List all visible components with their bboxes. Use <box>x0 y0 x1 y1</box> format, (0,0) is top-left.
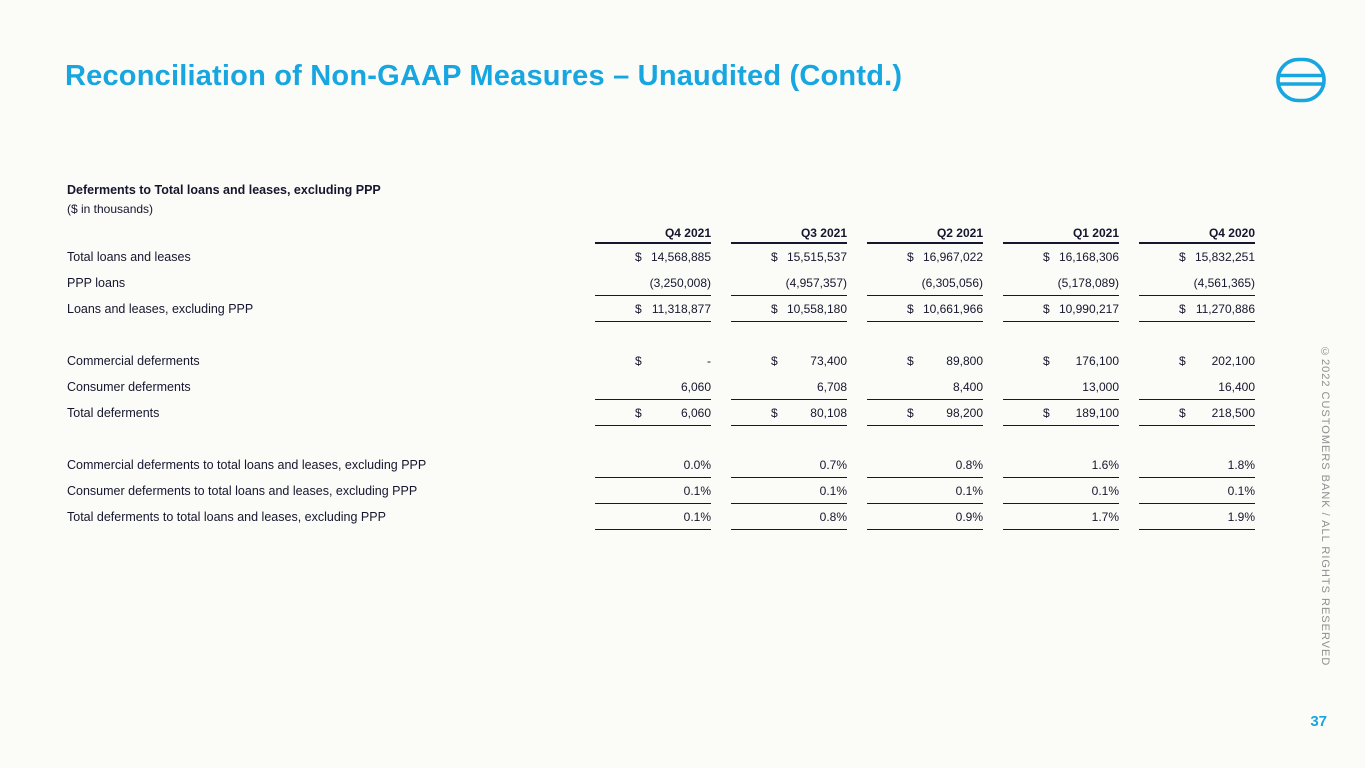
dollar-sign: $ <box>635 301 642 316</box>
dollar-sign: $ <box>1179 354 1186 368</box>
table-cell <box>847 452 983 478</box>
row-label: Consumer deferments <box>67 380 191 394</box>
table-cell <box>711 374 847 400</box>
row-label: Commercial deferments <box>67 354 200 368</box>
table-header-cell <box>711 224 847 244</box>
table-cell <box>575 400 711 426</box>
spacer-row <box>67 426 1255 452</box>
dollar-sign: $ <box>907 405 914 420</box>
table-cell <box>1119 270 1255 296</box>
cell-value: 16,168,306 <box>1058 250 1119 264</box>
cell-value: 98,200 <box>946 405 983 420</box>
table-cell <box>575 452 711 478</box>
table-cell <box>1119 244 1255 270</box>
table-cell <box>711 270 847 296</box>
table-header-cell <box>983 224 1119 244</box>
table-cell <box>983 452 1119 478</box>
table-header-cell <box>1119 224 1255 244</box>
dollar-sign: $ <box>1043 250 1050 264</box>
table-cell <box>1119 400 1255 426</box>
cell-value: 0.1% <box>1227 483 1255 498</box>
dollar-sign: $ <box>635 354 642 368</box>
cell-value: (3,250,008) <box>649 275 711 290</box>
cell-value: 10,661,966 <box>922 301 983 316</box>
cell-value: 218,500 <box>1211 405 1255 420</box>
cell-value: 10,990,217 <box>1058 301 1119 316</box>
cell-value: (4,957,357) <box>785 275 847 290</box>
cell-value: 16,967,022 <box>922 250 983 264</box>
slide-header <box>65 54 1328 104</box>
dollar-sign: $ <box>771 301 778 316</box>
cell-value: 0.0% <box>683 457 711 472</box>
table-cell <box>575 348 711 374</box>
cell-value: (6,305,056) <box>921 275 983 290</box>
table-row <box>67 400 1255 426</box>
table-row <box>67 348 1255 374</box>
cell-value: 89,800 <box>946 354 983 368</box>
header-spacer <box>67 224 575 244</box>
table-row <box>67 296 1255 322</box>
column-header: Q4 2020 <box>1208 226 1255 240</box>
cell-value: 1.6% <box>1091 457 1119 472</box>
table-cell <box>1119 374 1255 400</box>
table-row <box>67 478 1255 504</box>
cell-value: 6,060 <box>680 405 711 420</box>
column-header: Q3 2021 <box>800 226 847 240</box>
row-label: PPP loans <box>67 276 126 290</box>
table-row <box>67 244 1255 270</box>
table-cell <box>575 270 711 296</box>
table-cell <box>983 374 1119 400</box>
table-row <box>67 374 1255 400</box>
table-cell <box>1119 452 1255 478</box>
dollar-sign: $ <box>635 250 642 264</box>
cell-value: 0.7% <box>819 457 847 472</box>
table-cell <box>575 374 711 400</box>
table-cell <box>847 374 983 400</box>
cell-value: 1.9% <box>1227 509 1255 524</box>
cell-value: (4,561,365) <box>1193 275 1255 290</box>
cell-value: 0.9% <box>955 509 983 524</box>
table-cell <box>847 296 983 322</box>
cell-value: 8,400 <box>952 379 983 394</box>
table-cell <box>1119 348 1255 374</box>
table-cell <box>983 504 1119 530</box>
dollar-sign: $ <box>1179 301 1186 316</box>
cell-value: 0.1% <box>819 483 847 498</box>
dollar-sign: $ <box>907 354 914 368</box>
table-cell <box>983 348 1119 374</box>
table-cell <box>575 296 711 322</box>
table-heading: Deferments to Total loans and leases, excluding PPP <box>67 183 381 197</box>
row-label: Total deferments <box>67 406 160 420</box>
dollar-sign: $ <box>771 405 778 420</box>
table-cell <box>1119 478 1255 504</box>
table-cell <box>575 504 711 530</box>
table-subheading: ($ in thousands) <box>67 202 154 216</box>
page-number: 37 <box>1310 713 1327 730</box>
column-header: Q2 2021 <box>936 226 983 240</box>
dollar-sign: $ <box>1179 405 1186 420</box>
table-cell <box>847 244 983 270</box>
cell-value: 73,400 <box>810 354 847 368</box>
table-cell <box>1119 504 1255 530</box>
cell-value: 0.8% <box>819 509 847 524</box>
table-cell <box>983 296 1119 322</box>
table-cell <box>1119 296 1255 322</box>
spacer-row <box>67 322 1255 348</box>
cell-value: 6,708 <box>816 379 847 394</box>
table-cell <box>847 348 983 374</box>
table-cell <box>983 400 1119 426</box>
cell-value: 1.7% <box>1091 509 1119 524</box>
dollar-sign: $ <box>771 354 778 368</box>
row-label: Loans and leases, excluding PPP <box>67 302 254 316</box>
cell-value: 0.1% <box>683 483 711 498</box>
cell-value: 176,100 <box>1075 354 1119 368</box>
dollar-sign: $ <box>1043 301 1050 316</box>
dollar-sign: $ <box>1043 354 1050 368</box>
financial-table <box>67 224 1255 530</box>
table-cell <box>575 478 711 504</box>
reconciliation-table-block <box>67 183 1255 530</box>
dollar-sign: $ <box>1179 250 1186 264</box>
table-cell <box>847 478 983 504</box>
cell-value: 6,060 <box>680 379 711 394</box>
table-cell <box>711 296 847 322</box>
page-title: Reconciliation of Non-GAAP Measures – Unaudited (Contd.) <box>65 60 903 92</box>
dollar-sign: $ <box>771 250 778 264</box>
dollar-sign: $ <box>1043 405 1050 420</box>
table-header-cell <box>575 224 711 244</box>
cell-value: 16,400 <box>1218 379 1255 394</box>
cell-value: 14,568,885 <box>650 250 711 264</box>
table-cell <box>575 244 711 270</box>
cell-value: 13,000 <box>1082 379 1119 394</box>
table-cell <box>983 270 1119 296</box>
row-label: Consumer deferments to total loans and leases, excluding PPP <box>67 484 418 498</box>
cell-value: 1.8% <box>1227 457 1255 472</box>
table-row <box>67 504 1255 530</box>
table-cell <box>711 478 847 504</box>
row-label: Total loans and leases <box>67 250 191 264</box>
customers-bank-logo-icon <box>1274 56 1328 104</box>
cell-value: 189,100 <box>1075 405 1119 420</box>
cell-value: 15,832,251 <box>1194 250 1255 264</box>
table-cell <box>983 244 1119 270</box>
table-header-cell <box>847 224 983 244</box>
cell-value: 10,558,180 <box>786 301 847 316</box>
dollar-sign: $ <box>635 405 642 420</box>
row-label: Commercial deferments to total loans and leases, excluding PPP <box>67 458 427 472</box>
table-row <box>67 270 1255 296</box>
cell-value: 11,270,886 <box>1195 301 1255 316</box>
dollar-sign: $ <box>907 250 914 264</box>
row-label: Total deferments to total loans and leases, excluding PPP <box>67 510 386 524</box>
table-cell <box>847 504 983 530</box>
table-cell <box>847 270 983 296</box>
table-cell <box>711 400 847 426</box>
copyright-vertical-text: ©2022 CUSTOMERS BANK / ALL RIGHTS RESERVED <box>1319 346 1331 667</box>
table-cell <box>711 244 847 270</box>
cell-value: - <box>707 354 711 368</box>
table-cell <box>983 478 1119 504</box>
column-header: Q4 2021 <box>664 226 711 240</box>
cell-value: 0.1% <box>683 509 711 524</box>
cell-value: 15,515,537 <box>786 250 847 264</box>
cell-value: 11,318,877 <box>651 301 711 316</box>
cell-value: (5,178,089) <box>1057 275 1119 290</box>
table-cell <box>711 504 847 530</box>
cell-value: 0.1% <box>1091 483 1119 498</box>
table-row <box>67 452 1255 478</box>
table-cell <box>711 348 847 374</box>
table-header-row <box>67 224 1255 244</box>
cell-value: 0.1% <box>955 483 983 498</box>
table-cell <box>711 452 847 478</box>
dollar-sign: $ <box>907 301 914 316</box>
column-header: Q1 2021 <box>1072 226 1119 240</box>
table-cell <box>847 400 983 426</box>
cell-value: 202,100 <box>1211 354 1255 368</box>
cell-value: 80,108 <box>810 405 847 420</box>
cell-value: 0.8% <box>955 457 983 472</box>
